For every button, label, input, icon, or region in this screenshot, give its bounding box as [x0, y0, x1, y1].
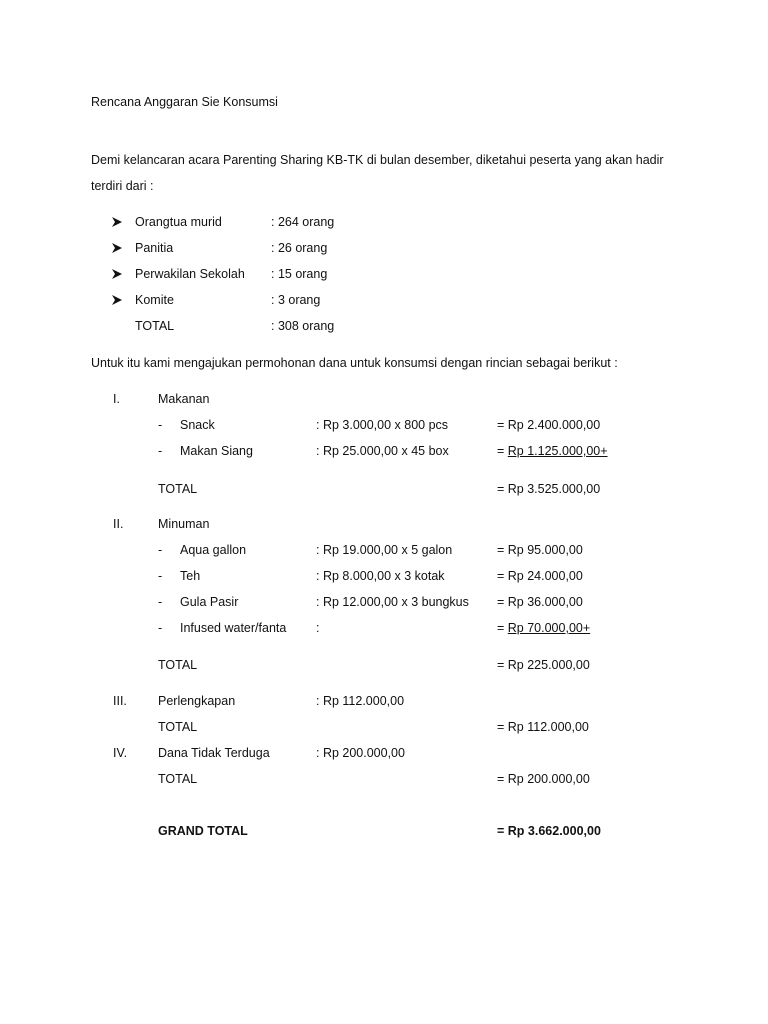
- section-calc: : Rp 112.000,00: [316, 694, 405, 708]
- participant-label: Orangtua murid: [135, 215, 222, 229]
- section-calc: : Rp 200.000,00: [316, 746, 405, 760]
- section-numeral: IV.: [113, 746, 128, 760]
- item-amount-underlined: Rp 70.000,00+: [507, 621, 591, 635]
- item-amount: = Rp 36.000,00: [497, 595, 583, 609]
- section-heading: Minuman: [158, 517, 210, 531]
- item-amount: = Rp 24.000,00: [497, 569, 583, 583]
- item-amount-prefix: =: [497, 621, 508, 635]
- participant-label: Panitia: [135, 241, 174, 255]
- item-amount: = Rp 95.000,00: [497, 543, 583, 557]
- section-total-label: TOTAL: [158, 772, 198, 786]
- item-name: Makan Siang: [180, 444, 253, 458]
- item-calc: : Rp 8.000,00 x 3 kotak: [316, 569, 445, 583]
- section-total-label: TOTAL: [158, 720, 198, 734]
- section-heading: Dana Tidak Terduga: [158, 746, 270, 760]
- participant-label: Komite: [135, 293, 174, 307]
- section-total-amount: = Rp 225.000,00: [497, 658, 590, 672]
- section-total-amount: = Rp 200.000,00: [497, 772, 590, 786]
- section-total-label: TOTAL: [158, 658, 198, 672]
- section-heading: Perlengkapan: [158, 694, 236, 708]
- item-calc: : Rp 19.000,00 x 5 galon: [316, 543, 453, 557]
- item-name: Gula Pasir: [180, 595, 239, 609]
- item-amount: [497, 443, 608, 459]
- participant-value: : 15 orang: [271, 267, 328, 281]
- intro-line-2: terdiri dari :: [91, 179, 154, 193]
- document-title: Rencana Anggaran Sie Konsumsi: [91, 95, 278, 109]
- item-dash: -: [158, 418, 163, 432]
- section-heading: Makanan: [158, 392, 210, 406]
- item-name: Infused water/fanta: [180, 621, 287, 635]
- participant-label: Perwakilan Sekolah: [135, 267, 245, 281]
- item-name: Aqua gallon: [180, 543, 247, 557]
- item-dash: -: [158, 569, 163, 583]
- item-calc: : Rp 12.000,00 x 3 bungkus: [316, 595, 469, 609]
- intro-line-1: Demi kelancaran acara Parenting Sharing KB-TK di bulan desember, diketahui peserta yang akan hadir: [91, 153, 664, 167]
- section-numeral: II.: [113, 517, 124, 531]
- item-dash: -: [158, 444, 163, 458]
- section-total-amount: = Rp 3.525.000,00: [497, 482, 601, 496]
- item-name: Teh: [180, 569, 201, 583]
- participant-value: : 26 orang: [271, 241, 328, 255]
- item-dash: -: [158, 595, 163, 609]
- arrow-bullet-icon: [111, 216, 123, 228]
- participant-value: : 264 orang: [271, 215, 335, 229]
- arrow-bullet-icon: [111, 242, 123, 254]
- section-numeral: I.: [113, 392, 120, 406]
- participants-total-label: TOTAL: [135, 319, 175, 333]
- item-amount-underlined: Rp 1.125.000,00+: [507, 444, 608, 458]
- grand-total-amount: = Rp 3.662.000,00: [497, 824, 601, 838]
- item-name: Snack: [180, 418, 215, 432]
- item-calc: : Rp 25.000,00 x 45 box: [316, 444, 449, 458]
- item-calc: : Rp 3.000,00 x 800 pcs: [316, 418, 449, 432]
- arrow-bullet-icon: [111, 294, 123, 306]
- section-numeral: III.: [113, 694, 127, 708]
- item-dash: -: [158, 543, 163, 557]
- item-amount-prefix: =: [497, 444, 508, 458]
- participants-total-value: : 308 orang: [271, 319, 335, 333]
- arrow-bullet-icon: [111, 268, 123, 280]
- participant-value: : 3 orang: [271, 293, 321, 307]
- item-amount: [497, 620, 590, 636]
- section-total-amount: = Rp 112.000,00: [497, 720, 589, 734]
- item-dash: -: [158, 621, 163, 635]
- item-calc: :: [316, 621, 320, 635]
- section-total-label: TOTAL: [158, 482, 198, 496]
- request-line: Untuk itu kami mengajukan permohonan dana untuk konsumsi dengan rincian sebagai berikut :: [91, 356, 618, 370]
- item-amount: = Rp 2.400.000,00: [497, 418, 601, 432]
- grand-total-label: GRAND TOTAL: [158, 824, 248, 838]
